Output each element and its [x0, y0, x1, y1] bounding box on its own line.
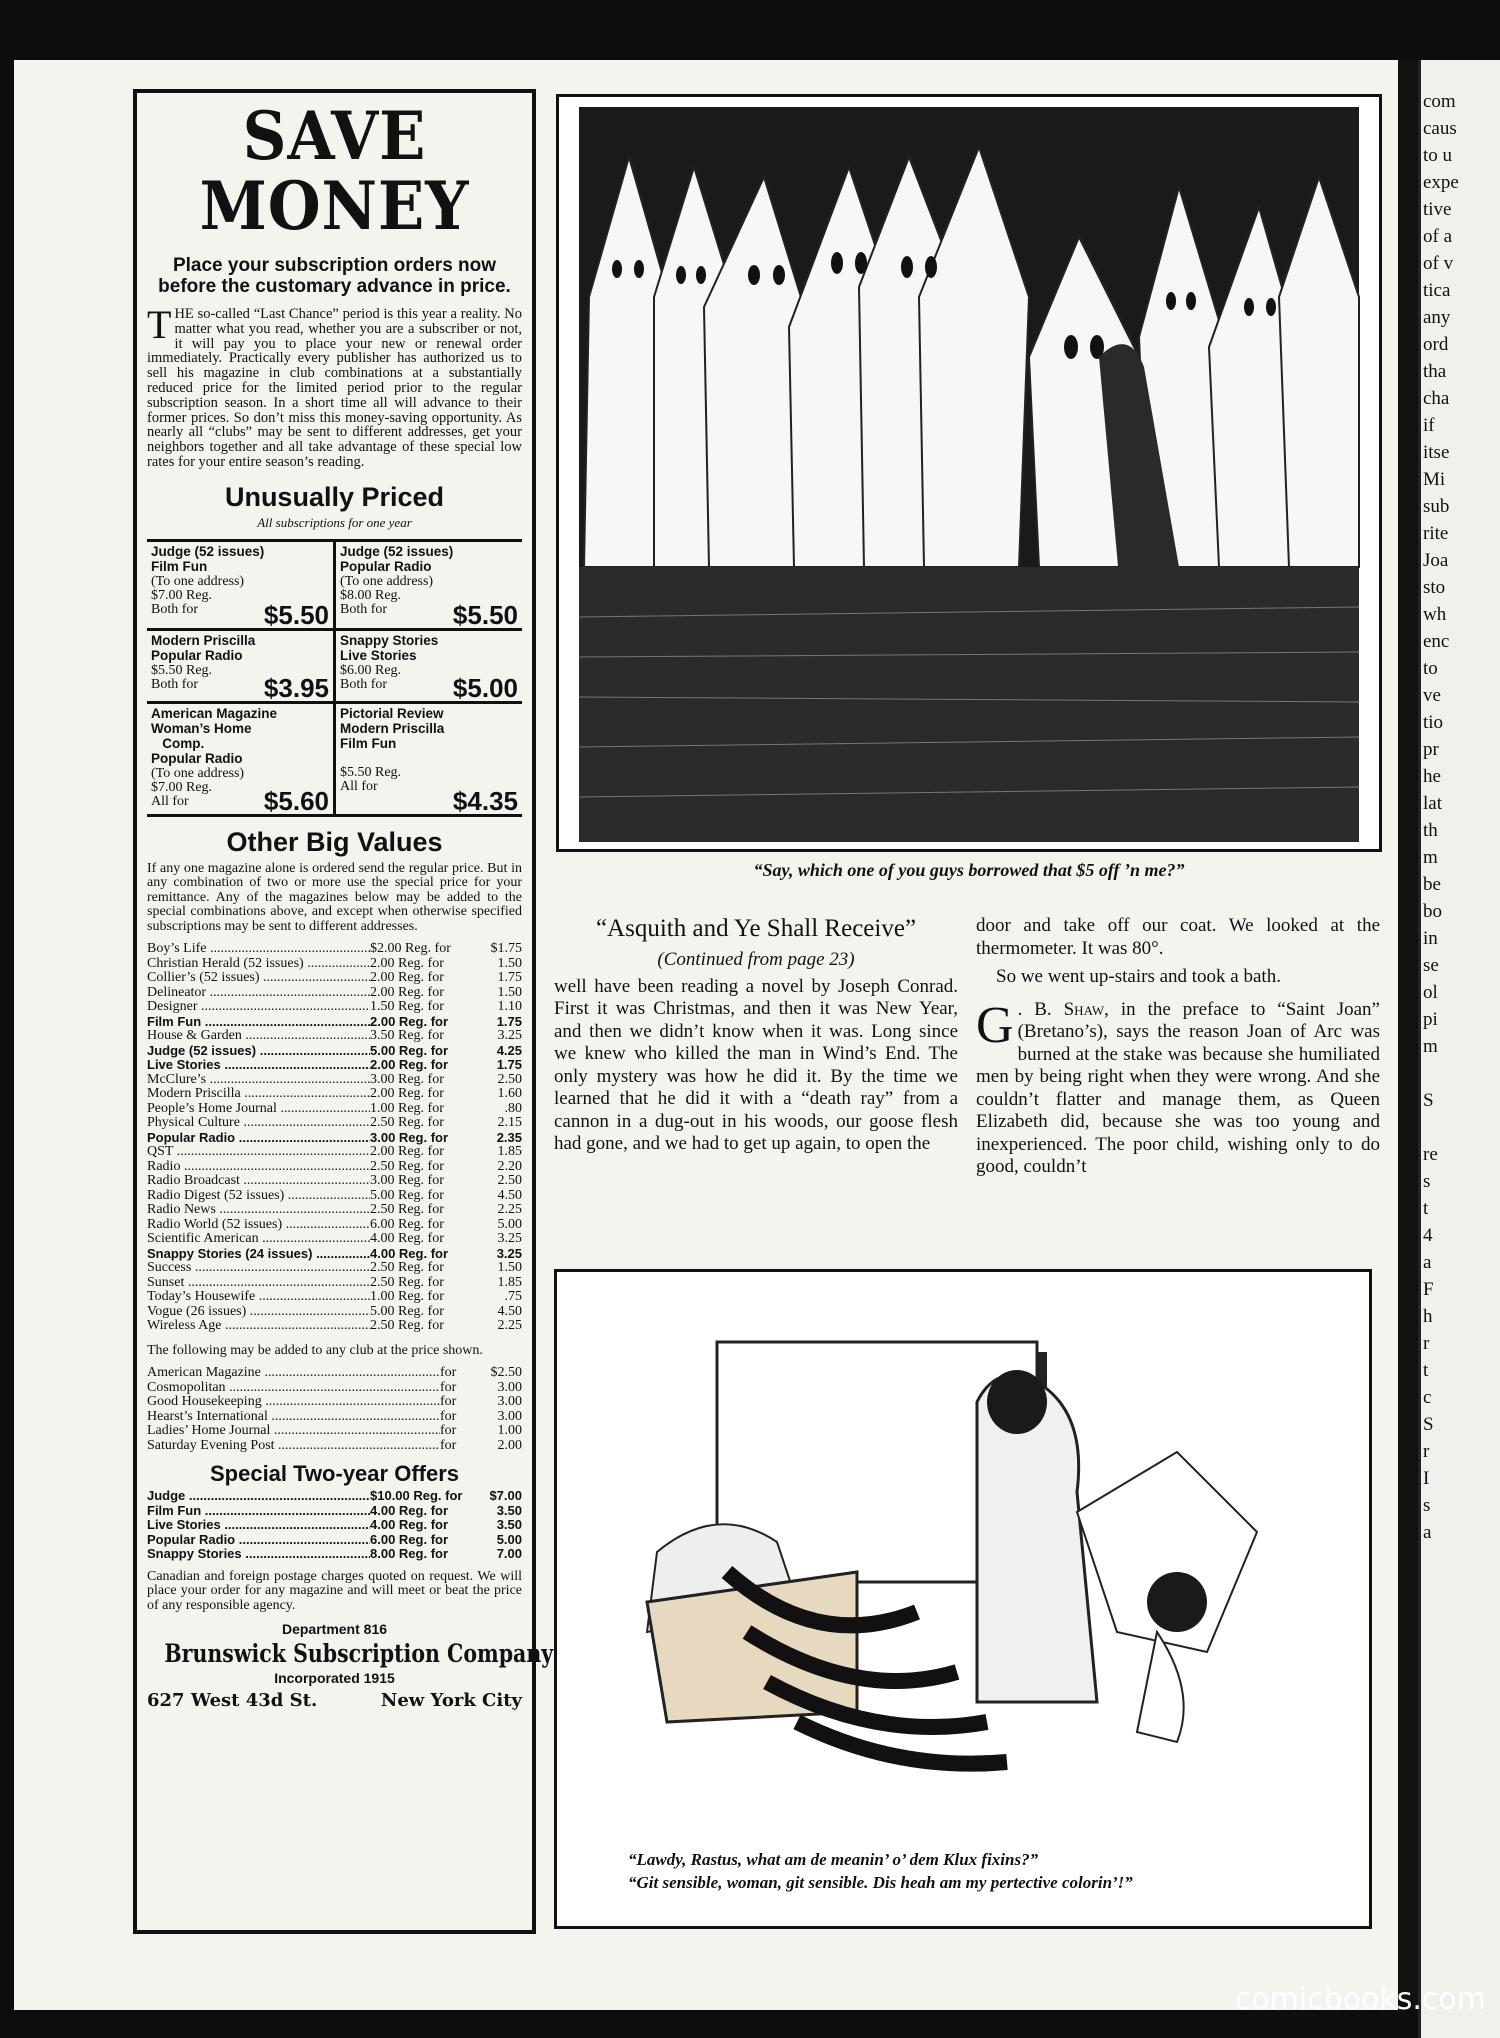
price-list-club-price: .75: [504, 1289, 522, 1305]
article-text-1: well have been reading a novel by Joseph Conrad. First it was Christmas, and then it was New Year, and then we didn’t know when it was. Long since we knew who killed the man in Wind’s End. The only mystery was how he did it. By the time we learned that he did it with a “death ray” from a cannon in a dug-out in his woods, our goose flesh had gone, and we had to get up again, to open the: [554, 975, 958, 1154]
price-list-magazine: Popular Radio .....: [147, 1131, 370, 1146]
price-list-magazine: Good Housekeeping .....: [147, 1395, 440, 1410]
price-list-regular-price: 6.00 Reg. for: [370, 1531, 449, 1547]
unusually-priced-subheading: All subscriptions for one year: [257, 514, 412, 530]
ad-intro: THE so-called “Last Chance” period is this year a reality. No matter what you read, whether you are a subscriber or not, it will pay you to place your new or renewal order immediately. Practically every publisher has authorized us to sell his magazine in club combinations at a substantially reduced price for the limited period prior to the regular subscription season. In a short time all will advance to their former prices. So don’t miss this money-saving opportunity. As nearly all “clubs” may be sent to different addresses, get your neighbors together and all take advantage of these special low rates for your entire season’s reading.: [147, 302, 522, 470]
price-list-row: [147, 1218, 522, 1233]
price-list-regular-price: $10.00 Reg. for: [370, 1488, 463, 1504]
price-list-row: [147, 942, 522, 957]
facing-page-text-fragment: S: [1423, 1414, 1434, 1435]
price-list-club-price: 1.50: [497, 955, 522, 971]
article-column-1: [554, 915, 958, 1156]
article-continued: (Continued from page 23): [657, 949, 855, 970]
price-list-row: [147, 1029, 522, 1044]
price-list-row: [147, 1247, 522, 1262]
price-list-club-price: 3.25: [496, 1245, 522, 1261]
facing-page-text-fragment: of v: [1423, 253, 1454, 274]
cartoon2-caption-line-1: “Lawdy, Rastus, what am de meanin’ o’ dem Klux fixins?”: [628, 1850, 1039, 1869]
facing-page-text-fragment: m: [1423, 847, 1438, 868]
facing-page-text-fragment: ord: [1423, 334, 1449, 355]
facing-page-text-fragment: I: [1423, 1468, 1430, 1489]
price-list-magazine: QST .....: [147, 1145, 370, 1160]
price-list-club-price: 4.50: [497, 1187, 522, 1203]
combination-grid: [147, 539, 522, 817]
facing-page-text-fragment: com: [1423, 91, 1456, 112]
ad-footer: [147, 1621, 554, 1712]
facing-page-text-fragment: itse: [1423, 442, 1450, 463]
combo-price: $5.60: [263, 785, 329, 816]
facing-page-text-fragment: sto: [1423, 577, 1446, 598]
facing-page-text-fragment: pi: [1423, 1009, 1438, 1030]
facing-page-text-fragment: t: [1423, 1198, 1429, 1219]
price-list-regular-price: for: [440, 1365, 457, 1381]
price-list-row: [147, 1319, 522, 1334]
facing-page-text-fragment: s: [1423, 1495, 1431, 1516]
facing-page-text-fragment: to: [1423, 658, 1438, 679]
price-list-row: [147, 1518, 522, 1533]
price-list-magazine: Snappy Stories (24 issues) .....: [147, 1247, 370, 1262]
combo-cell: Snappy Stories Live Stories $6.00 Reg. Both for $5.00: [333, 631, 522, 701]
facing-page-text-fragment: to u: [1423, 145, 1453, 166]
price-list-magazine: People’s Home Journal .....: [147, 1102, 370, 1117]
two-year-price-list: [147, 1489, 522, 1562]
price-list-magazine: Judge (52 issues) .....: [147, 1044, 370, 1059]
price-list-regular-price: 3.00 Reg. for: [370, 1173, 444, 1189]
facing-page-text-fragment: a: [1423, 1522, 1432, 1543]
ad-lead: Place your subscription orders now before the customary advance in price.: [158, 255, 511, 297]
price-list-row: [147, 986, 522, 1001]
price-list-club-price: 1.10: [497, 999, 522, 1015]
price-list-magazine: Designer .....: [147, 1000, 370, 1015]
facing-page-text-fragment: re: [1423, 1144, 1438, 1165]
price-list-regular-price: 2.00 Reg. for: [370, 1057, 449, 1073]
price-list-club-price: 3.00: [497, 1379, 522, 1395]
price-list-regular-price: 6.00 Reg. for: [370, 1216, 444, 1232]
combo-price: $5.50: [263, 599, 329, 630]
price-list-magazine: House & Garden .....: [147, 1029, 370, 1044]
washtub-cartoon: [554, 1269, 1372, 1929]
price-list-magazine: Popular Radio .....: [147, 1533, 370, 1548]
price-list-regular-price: 8.00 Reg. for: [370, 1546, 449, 1562]
street: 627 West 43d St.: [147, 1690, 318, 1712]
price-list-row: [147, 1189, 522, 1204]
price-list-row: [147, 1000, 522, 1015]
price-list-magazine: Vogue (26 issues) .....: [147, 1305, 370, 1320]
club-intro: The following may be added to any club at the price shown.: [147, 1342, 483, 1358]
price-list-row: [147, 1015, 522, 1030]
combo-price: $4.35: [452, 785, 518, 816]
price-list-magazine: Modern Priscilla .....: [147, 1087, 370, 1102]
price-list-club-price: 2.25: [497, 1202, 522, 1218]
price-list-row: [147, 1174, 522, 1189]
facing-page-text-fragment: sub: [1423, 496, 1450, 517]
price-list-row: [147, 1131, 522, 1146]
price-list-row: [147, 1290, 522, 1305]
price-list-magazine: Sunset .....: [147, 1276, 370, 1291]
price-list-club-price: 1.60: [497, 1086, 522, 1102]
facing-page-text-fragment: enc: [1423, 631, 1450, 652]
facing-page-text-fragment: tica: [1423, 280, 1451, 301]
price-list-regular-price: 2.00 Reg. for: [370, 984, 444, 1000]
company-name: Brunswick Subscription Company: [164, 1639, 554, 1669]
price-list-club-price: 2.50: [497, 1071, 522, 1087]
price-list-club-price: 4.25: [496, 1042, 522, 1058]
price-list-club-price: 1.75: [497, 970, 522, 986]
price-list-regular-price: for: [440, 1379, 457, 1395]
article-paragraph: door and take off our coat. We looked at the thermometer. It was 80°.: [976, 915, 1380, 959]
price-list-regular-price: $2.00 Reg. for: [370, 941, 451, 957]
washtub-illustration: [557, 1272, 1369, 1842]
canadian-note: Canadian and foreign postage charges quoted on request. We will place your order for any magazine and will meet or beat the price of any responsible agency.: [147, 1568, 522, 1613]
facing-page-text-fragment: h: [1423, 1306, 1433, 1327]
price-list-magazine: American Magazine .....: [147, 1366, 440, 1381]
price-list-regular-price: 5.00 Reg. for: [370, 1042, 449, 1058]
price-list-club-price: 2.15: [497, 1115, 522, 1131]
club-price-list: [147, 1366, 522, 1453]
facing-page-text-fragment: ol: [1423, 982, 1438, 1003]
price-list-magazine: McClure’s .....: [147, 1073, 370, 1088]
price-list-magazine: Film Fun .....: [147, 1015, 370, 1030]
magazine-price-list: [147, 942, 522, 1334]
price-list-magazine: Physical Culture .....: [147, 1116, 370, 1131]
incorporated: Incorporated 1915: [274, 1670, 395, 1687]
price-list-regular-price: for: [440, 1394, 457, 1410]
price-list-row: [147, 1087, 522, 1102]
price-list-magazine: Today’s Housewife .....: [147, 1290, 370, 1305]
price-list-row: [147, 1232, 522, 1247]
price-list-regular-price: 2.00 Reg. for: [370, 955, 444, 971]
price-list-regular-price: 2.50 Reg. for: [370, 1274, 444, 1290]
other-values-intro: If any one magazine alone is ordered send the regular price. But in any combination of two or more use the special price for your remittance. Any of the magazines below may be added to the special combinations above, and except when otherwise specified subscriptions may be sent to different addresses.: [147, 860, 522, 934]
cartoon2-caption-line-2: “Git sensible, woman, git sensible. Dis heah am my pertective colorin’!”: [628, 1873, 1133, 1892]
price-list-club-price: 3.25: [497, 1231, 522, 1247]
unusually-priced-heading: Unusually Priced: [224, 481, 445, 512]
price-list-magazine: Boy’s Life .....: [147, 942, 370, 957]
facing-page-text-fragment: S: [1423, 1090, 1434, 1111]
facing-page-text-fragment: se: [1423, 955, 1439, 976]
department: Department 816: [281, 1621, 388, 1638]
facing-page-text-fragment: he: [1423, 766, 1441, 787]
combo-price: $5.50: [452, 599, 518, 630]
facing-page-text-fragment: expe: [1423, 172, 1459, 193]
price-list-regular-price: 4.00 Reg. for: [370, 1245, 449, 1261]
drop-cap: G: [976, 996, 1014, 1054]
price-list-row: [147, 1305, 522, 1320]
price-list-club-price: 1.85: [497, 1144, 522, 1160]
price-list-club-price: 2.50: [497, 1173, 522, 1189]
combo-cell: Pictorial Review Modern Priscilla Film Fun $5.50 Reg. All for $4.35: [333, 704, 522, 814]
combination-row: [147, 542, 522, 631]
facing-page-text-fragment: t: [1423, 1360, 1429, 1381]
price-list-regular-price: 3.00 Reg. for: [370, 1071, 444, 1087]
facing-page-text-fragment: [1421, 1060, 1500, 1087]
price-list-magazine: Snappy Stories .....: [147, 1547, 370, 1562]
price-list-club-price: 7.00: [496, 1546, 522, 1562]
price-list-club-price: 3.50: [496, 1517, 522, 1533]
address: [147, 1690, 522, 1711]
price-list-club-price: 1.75: [496, 1057, 522, 1073]
price-list-club-price: 3.00: [497, 1408, 522, 1424]
price-list-regular-price: 2.50 Reg. for: [370, 1202, 444, 1218]
price-list-regular-price: 1.00 Reg. for: [370, 1289, 444, 1305]
facing-page-text-fragment: be: [1423, 874, 1441, 895]
facing-page-text-fragment: m: [1423, 1036, 1438, 1057]
facing-page-text-fragment: r: [1423, 1333, 1430, 1354]
price-list-regular-price: 4.00 Reg. for: [370, 1517, 449, 1533]
price-list-row: [147, 1439, 522, 1454]
price-list-club-price: 5.00: [496, 1531, 522, 1547]
combination-row: [147, 704, 522, 814]
price-list-club-price: 1.75: [496, 1013, 522, 1029]
facing-page-text-fragment: th: [1423, 820, 1438, 841]
combo-cell: Modern Priscilla Popular Radio $5.50 Reg. Both for $3.95: [151, 632, 329, 703]
facing-page-text-fragment: tive: [1423, 199, 1452, 220]
article-paragraph: So we went up-stairs and took a bath.: [996, 966, 1281, 987]
price-list-magazine: Judge .....: [147, 1489, 370, 1504]
price-list-row: [147, 1504, 522, 1519]
drop-cap: T: [147, 302, 172, 347]
price-list-club-price: 3.50: [496, 1502, 522, 1518]
facing-page-text-fragment: tio: [1423, 712, 1444, 733]
price-list-club-price: 1.50: [497, 1260, 522, 1276]
facing-page-text-fragment: cha: [1423, 388, 1450, 409]
price-list-row: [147, 1547, 522, 1562]
price-list-regular-price: 5.00 Reg. for: [370, 1187, 444, 1203]
facing-page-text-fragment: in: [1423, 928, 1438, 949]
price-list-magazine: Live Stories .....: [147, 1058, 370, 1073]
price-list-club-price: 2.00: [497, 1437, 522, 1453]
price-list-club-price: $7.00: [489, 1488, 522, 1504]
facing-page-text-fragment: lat: [1423, 793, 1442, 814]
price-list-magazine: Live Stories .....: [147, 1518, 370, 1533]
facing-page-text-fragment: Mi: [1423, 469, 1446, 490]
combo-cell: Judge (52 issues) Popular Radio (To one address) $8.00 Reg. Both for $5.50: [333, 542, 522, 628]
price-list-row: [147, 1533, 522, 1548]
facing-page-text-fragment: pr: [1423, 739, 1439, 760]
facing-page-strip: [1418, 60, 1500, 2038]
price-list-club-price: $2.50: [490, 1365, 522, 1381]
facing-page-text-fragment: ve: [1423, 685, 1441, 706]
combo-cell: Judge (52 issues) Film Fun (To one address) $7.00 Reg. Both for $5.50: [151, 543, 329, 630]
facing-page-text-fragment: tha: [1423, 361, 1447, 382]
price-list-regular-price: 2.50 Reg. for: [370, 1115, 444, 1131]
two-year-heading: Special Two-year Offers: [209, 1461, 459, 1487]
price-list-row: [147, 1058, 522, 1073]
price-list-regular-price: for: [440, 1423, 457, 1439]
price-list-magazine: Collier’s (52 issues) .....: [147, 971, 370, 986]
price-list-regular-price: for: [440, 1408, 457, 1424]
price-list-club-price: 1.00: [497, 1423, 522, 1439]
facing-page-text-fragment: wh: [1423, 604, 1447, 625]
price-list-club-price: 3.00: [497, 1394, 522, 1410]
price-list-club-price: 1.85: [497, 1274, 522, 1290]
price-list-regular-price: 2.50 Reg. for: [370, 1260, 444, 1276]
facing-page-text-fragment: bo: [1423, 901, 1442, 922]
combo-price: $3.95: [263, 672, 329, 703]
price-list-row: [147, 1381, 522, 1396]
facing-page-text-fragment: Joa: [1423, 550, 1449, 571]
combo-cell: American Magazine Woman’s Home Comp. Popular Radio (To one address) $7.00 Reg. All for $5.60: [151, 705, 329, 816]
price-list-magazine: Cosmopolitan .....: [147, 1381, 440, 1396]
combination-row: [147, 631, 522, 704]
price-list-club-price: 3.25: [497, 1028, 522, 1044]
price-list-row: [147, 1102, 522, 1117]
price-list-regular-price: 3.00 Reg. for: [370, 1129, 449, 1145]
combo-price: $5.00: [452, 672, 518, 703]
price-list-row: [147, 1366, 522, 1381]
subscription-advertisement: [133, 89, 554, 1934]
price-list-regular-price: 1.50 Reg. for: [370, 999, 444, 1015]
other-values-heading: Other Big Values: [226, 826, 443, 857]
price-list-row: [147, 1073, 522, 1088]
price-list-row: [147, 1116, 522, 1131]
price-list-magazine: Radio Digest (52 issues) .....: [147, 1189, 370, 1204]
price-list-magazine: Christian Herald (52 issues) .....: [147, 957, 370, 972]
klan-robes-cartoon: [556, 94, 1382, 852]
price-list-magazine: Radio Broadcast .....: [147, 1174, 370, 1189]
facing-page-text-fragment: any: [1423, 307, 1451, 328]
price-list-magazine: Wireless Age .....: [147, 1319, 370, 1334]
price-list-magazine: Delineator .....: [147, 986, 370, 1001]
price-list-regular-price: 1.00 Reg. for: [370, 1100, 444, 1116]
price-list-magazine: Scientific American .....: [147, 1232, 370, 1247]
price-list-magazine: Success .....: [147, 1261, 370, 1276]
cartoon1-caption: “Say, which one of you guys borrowed that $5 off ’n me?”: [753, 860, 1185, 880]
city: New York City: [380, 1690, 522, 1712]
price-list-regular-price: 2.00 Reg. for: [370, 1013, 449, 1029]
price-list-regular-price: 2.50 Reg. for: [370, 1318, 444, 1334]
cartoon2-caption: [628, 1848, 1328, 1894]
price-list-row: [147, 1395, 522, 1410]
price-list-row: [147, 971, 522, 986]
article-column-2: [976, 915, 1380, 1179]
price-list-magazine: Ladies’ Home Journal .....: [147, 1424, 440, 1439]
klan-robes-illustration: [559, 97, 1379, 849]
price-list-regular-price: 4.00 Reg. for: [370, 1231, 444, 1247]
facing-page-text-fragment: r: [1423, 1441, 1430, 1462]
page-gutter: [1398, 60, 1420, 2010]
facing-page-text-fragment: 4: [1423, 1225, 1433, 1246]
facing-page-text-fragment: s: [1423, 1171, 1431, 1192]
price-list-row: [147, 1489, 522, 1504]
price-list-club-price: 1.50: [497, 984, 522, 1000]
price-list-magazine: Radio World (52 issues) .....: [147, 1218, 370, 1233]
price-list-row: [147, 1261, 522, 1276]
price-list-magazine: Radio .....: [147, 1160, 370, 1175]
price-list-row: [147, 957, 522, 972]
facing-page-text-fragment: a: [1423, 1252, 1432, 1273]
price-list-regular-price: 2.00 Reg. for: [370, 1144, 444, 1160]
facing-page-text-fragment: caus: [1423, 118, 1457, 139]
facing-page-text-fragment: F: [1423, 1279, 1434, 1300]
price-list-regular-price: 2.00 Reg. for: [370, 970, 444, 986]
price-list-club-price: 2.35: [496, 1129, 522, 1145]
price-list-row: [147, 1044, 522, 1059]
article-paragraph: G . B. Shaw, in the preface to “Saint Joan” (Bretano’s), says the reason Joan of Arc was burned at the stake was because she humiliated men by being right when they were wrong. And she couldn’t flatter and manage them, as Queen Elizabeth did, because she was too young and inexperienced. The poor child, wishing only to do good, couldn’t: [976, 996, 1380, 1177]
price-list-magazine: Radio News .....: [147, 1203, 370, 1218]
facing-page-text-fragment: if: [1423, 415, 1435, 436]
article-title: “Asquith and Ye Shall Receive”: [595, 915, 917, 942]
price-list-club-price: 4.50: [497, 1303, 522, 1319]
price-list-regular-price: 2.00 Reg. for: [370, 1086, 444, 1102]
price-list-magazine: Film Fun .....: [147, 1504, 370, 1519]
price-list-regular-price: for: [440, 1437, 457, 1453]
ad-headline: SAVE MONEY: [199, 97, 470, 245]
facing-page-text-fragment: [1421, 1114, 1500, 1141]
facing-page-text-fragment: of a: [1423, 226, 1453, 247]
price-list-regular-price: 4.00 Reg. for: [370, 1502, 449, 1518]
price-list-row: [147, 1410, 522, 1425]
price-list-club-price: .80: [504, 1100, 522, 1116]
facing-page-text-fragment: rite: [1423, 523, 1449, 544]
price-list-row: [147, 1276, 522, 1291]
price-list-row: [147, 1424, 522, 1439]
price-list-row: [147, 1160, 522, 1175]
price-list-club-price: 5.00: [497, 1216, 522, 1232]
watermark: comicbooks.com: [1234, 1982, 1486, 2017]
price-list-magazine: Hearst’s International .....: [147, 1410, 440, 1425]
price-list-row: [147, 1203, 522, 1218]
price-list-regular-price: 3.50 Reg. for: [370, 1028, 444, 1044]
price-list-regular-price: 5.00 Reg. for: [370, 1303, 444, 1319]
price-list-magazine: Saturday Evening Post .....: [147, 1439, 440, 1454]
price-list-club-price: 2.20: [497, 1158, 522, 1174]
price-list-regular-price: 2.50 Reg. for: [370, 1158, 444, 1174]
price-list-row: [147, 1145, 522, 1160]
price-list-club-price: $1.75: [490, 941, 522, 957]
facing-page-text-fragment: c: [1423, 1387, 1432, 1408]
price-list-club-price: 2.25: [497, 1318, 522, 1334]
